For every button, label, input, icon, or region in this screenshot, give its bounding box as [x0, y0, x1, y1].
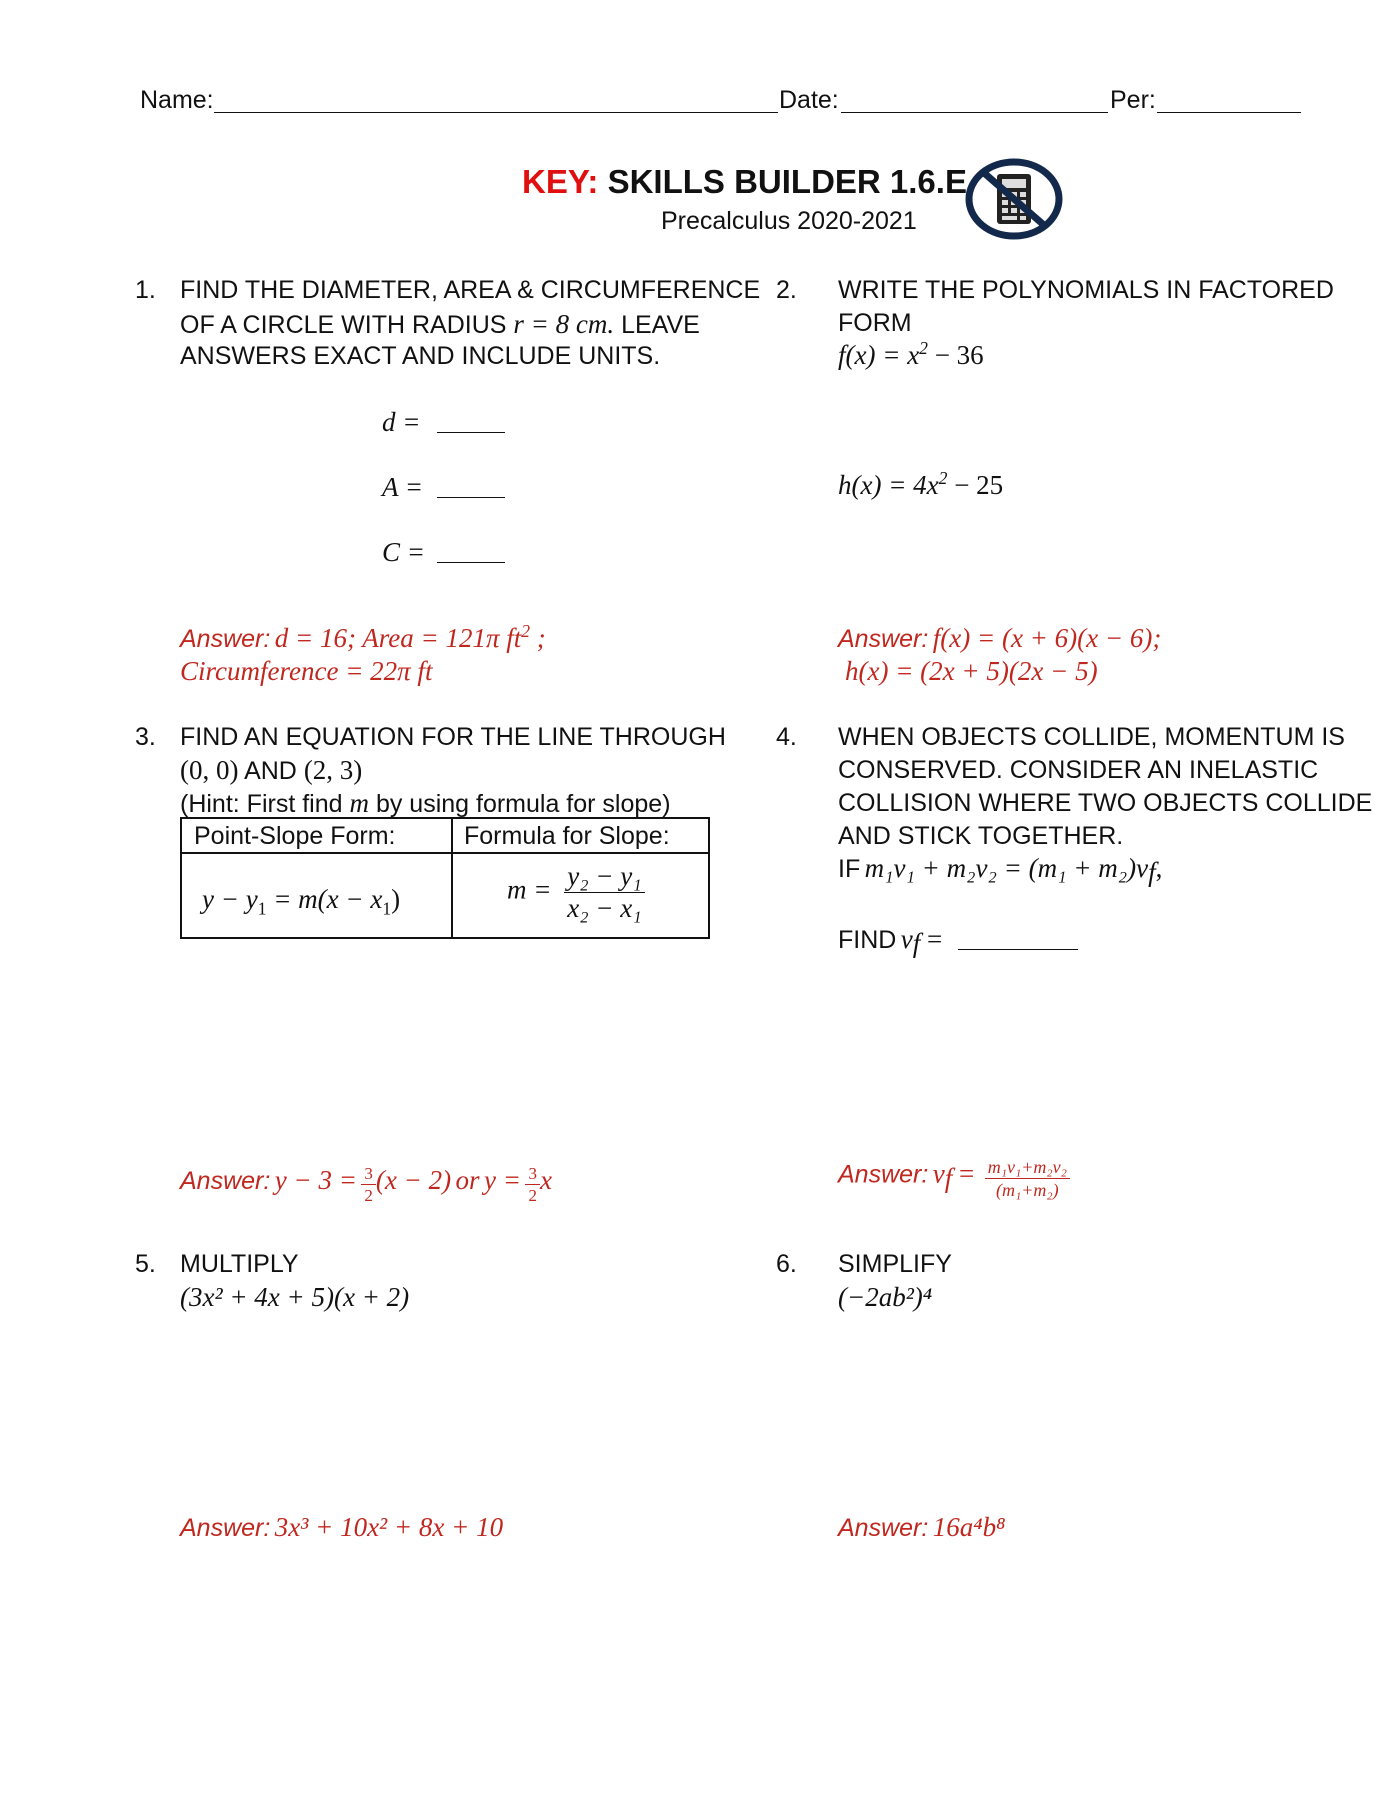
q2-answer-label: Answer: [838, 625, 929, 653]
q3-answer-fraction1 [361, 1165, 376, 1204]
ps-sub2: 1 [382, 898, 392, 919]
q6-number: 6. [776, 1250, 797, 1278]
table-header-left: Point-Slope Form: [194, 822, 396, 850]
q5-answer-label: Answer: [180, 1514, 271, 1542]
q4-answer-v: v [932, 1158, 945, 1189]
date-label: Date: [779, 86, 839, 114]
q4-line2: CONSERVED. CONSIDER AN INELASTIC [838, 756, 1319, 784]
q6-answer-text: 16a⁴b⁸ [932, 1512, 1006, 1542]
q1-d-blank[interactable] [437, 404, 505, 433]
ps-a: y − y [202, 884, 258, 914]
q5-answer-text: 3x³ + 10x² + 8x + 10 [274, 1512, 504, 1542]
q5-number: 5. [135, 1250, 156, 1278]
q3-frac1-num: 3 [361, 1165, 376, 1185]
per-label: Per: [1110, 86, 1156, 114]
table-divider-horizontal [182, 852, 708, 854]
q2-h-text: h(x) = 4x [838, 470, 939, 500]
q3-answer-fraction2 [525, 1165, 540, 1204]
q4-answer-numerator: m₁v₁+m₂v₂ [985, 1158, 1070, 1179]
q1-answer-label: Answer: [180, 625, 271, 653]
slope-denominator: x₂ − x₁ [567, 893, 642, 923]
title-main: SKILLS BUILDER 1.6.E [607, 163, 967, 200]
q4-answer-eq: = [952, 1158, 975, 1189]
q6-answer [838, 1512, 1006, 1543]
q2-f-text: f(x) = x [838, 340, 920, 370]
q3-answer-label: Answer: [180, 1167, 271, 1195]
q3-point1: (0, 0) [180, 755, 239, 785]
q6-line1: SIMPLIFY [838, 1250, 952, 1278]
q2-h-expression [838, 470, 1003, 501]
q1-answer-text1: d = 16; Area = 121π ft [274, 623, 522, 653]
q4-line4: AND STICK TOGETHER. [838, 822, 1124, 850]
page-title [522, 163, 967, 201]
q1-radius: r = 8 cm. [513, 309, 615, 339]
q4-if-end: , [1155, 853, 1163, 883]
name-field[interactable] [214, 86, 778, 113]
q2-answer-text1: f(x) = (x + 6)(x − 6); [932, 623, 1162, 653]
q5-expression: (3x² + 4x + 5)(x + 2) [180, 1282, 410, 1312]
q3-line1: FIND AN EQUATION FOR THE LINE THROUGH [180, 723, 726, 751]
q1-a-label: A = [382, 472, 423, 502]
q1-a-blank[interactable] [437, 469, 505, 498]
q4-answer-sub: f [944, 1162, 953, 1193]
no-calculator-icon [965, 158, 1063, 240]
q2-h-end: − 25 [947, 470, 1004, 500]
q4-find-sub: f [912, 928, 921, 959]
q2-f-end: − 36 [927, 340, 984, 370]
slope-fraction [564, 863, 644, 922]
q3-point2: (2, 3) [303, 755, 363, 785]
q2-answer-line2: h(x) = (2x + 5)(2x − 5) [845, 656, 1098, 686]
q3-frac2-num: 3 [525, 1165, 540, 1185]
q1-answer-line1 [180, 623, 546, 654]
q4-line3: COLLISION WHERE TWO OBJECTS COLLIDE [838, 789, 1373, 817]
q6-expression: (−2ab²)⁴ [838, 1282, 933, 1312]
q3-frac2-den: 2 [528, 1186, 537, 1206]
page-subtitle: Precalculus 2020-2021 [661, 207, 917, 235]
q2-f-expression [838, 340, 984, 371]
q2-h-sup: 2 [938, 468, 948, 488]
q6-answer-label: Answer: [838, 1514, 929, 1542]
q2-answer-line1 [838, 623, 1161, 654]
q4-answer-fraction [985, 1158, 1070, 1199]
q4-find-v: v [900, 924, 913, 954]
table-divider-vertical [451, 819, 453, 937]
q4-if-sub: f [1148, 857, 1156, 888]
q2-line2: FORM [838, 309, 912, 337]
q1-answer-sup: 2 [521, 621, 530, 641]
q4-find-line [838, 924, 943, 959]
ps-sub1: 1 [257, 898, 267, 919]
q4-answer-blank[interactable] [958, 921, 1078, 950]
q3-frac1-den: 2 [364, 1186, 373, 1206]
q3-answer-c: y = [484, 1165, 521, 1195]
key-label: KEY: [522, 163, 599, 200]
q4-if-label: IF [838, 855, 861, 883]
q3-and: AND [244, 757, 297, 785]
q4-line1: WHEN OBJECTS COLLIDE, MOMENTUM IS [838, 723, 1345, 751]
slope-numerator: y₂ − y₁ [564, 863, 644, 893]
formula-table [180, 817, 710, 939]
slope-m: m = [507, 874, 552, 905]
slope-formula [507, 863, 645, 922]
q3-number: 3. [135, 723, 156, 751]
q3-hint [180, 788, 671, 819]
q5-answer [180, 1512, 503, 1543]
q4-if-line [838, 853, 1163, 888]
point-slope-formula [202, 884, 401, 919]
table-header-right: Formula for Slope: [464, 822, 670, 850]
q4-if-expr: m₁v₁ + m₂v₂ = (m₁ + m₂)v [864, 853, 1149, 883]
q1-line2 [180, 309, 700, 340]
q1-line1: FIND THE DIAMETER, AREA & CIRCUMFERENCE [180, 276, 761, 304]
ps-end: ) [391, 884, 401, 914]
q3-hint-var: m [349, 788, 369, 818]
q1-number: 1. [135, 276, 156, 304]
q3-hint-prefix: (Hint: First find [180, 790, 343, 818]
q4-answer-denominator: (m₁+m₂) [995, 1180, 1059, 1200]
q3-answer [180, 1165, 552, 1204]
q1-d-label: d = [382, 407, 421, 437]
q2-line1: WRITE THE POLYNOMIALS IN FACTORED [838, 276, 1334, 304]
q4-number: 4. [776, 723, 797, 751]
q4-answer-label: Answer: [838, 1160, 929, 1189]
q3-answer-or: or [455, 1165, 480, 1195]
q3-answer-a: y − 3 = [274, 1165, 357, 1195]
ps-mid: = m(x − x [266, 884, 383, 914]
q1-c-blank[interactable] [437, 534, 505, 563]
q1-line2-prefix: OF A CIRCLE WITH RADIUS [180, 311, 507, 339]
q2-f-sup: 2 [919, 338, 928, 358]
q1-line3: ANSWERS EXACT AND INCLUDE UNITS. [180, 342, 661, 370]
q1-answer-line2: Circumference = 22π ft [180, 656, 433, 686]
q4-find-label: FIND [838, 926, 897, 954]
period-field[interactable] [1157, 86, 1301, 113]
date-field[interactable] [841, 86, 1108, 113]
q3-line2 [180, 755, 362, 786]
q3-hint-suffix: by using formula for slope) [375, 790, 671, 818]
q3-answer-b: (x − 2) [375, 1165, 452, 1195]
q1-line2-suffix: LEAVE [621, 311, 700, 339]
q3-answer-d: x [539, 1165, 552, 1195]
q4-find-eq: = [920, 924, 943, 954]
q1-answer-end: ; [530, 623, 546, 653]
name-label: Name: [140, 86, 214, 114]
q1-c-label: C = [382, 537, 425, 567]
q2-number: 2. [776, 276, 797, 304]
q4-answer [838, 1158, 1070, 1199]
q5-line1: MULTIPLY [180, 1250, 299, 1278]
